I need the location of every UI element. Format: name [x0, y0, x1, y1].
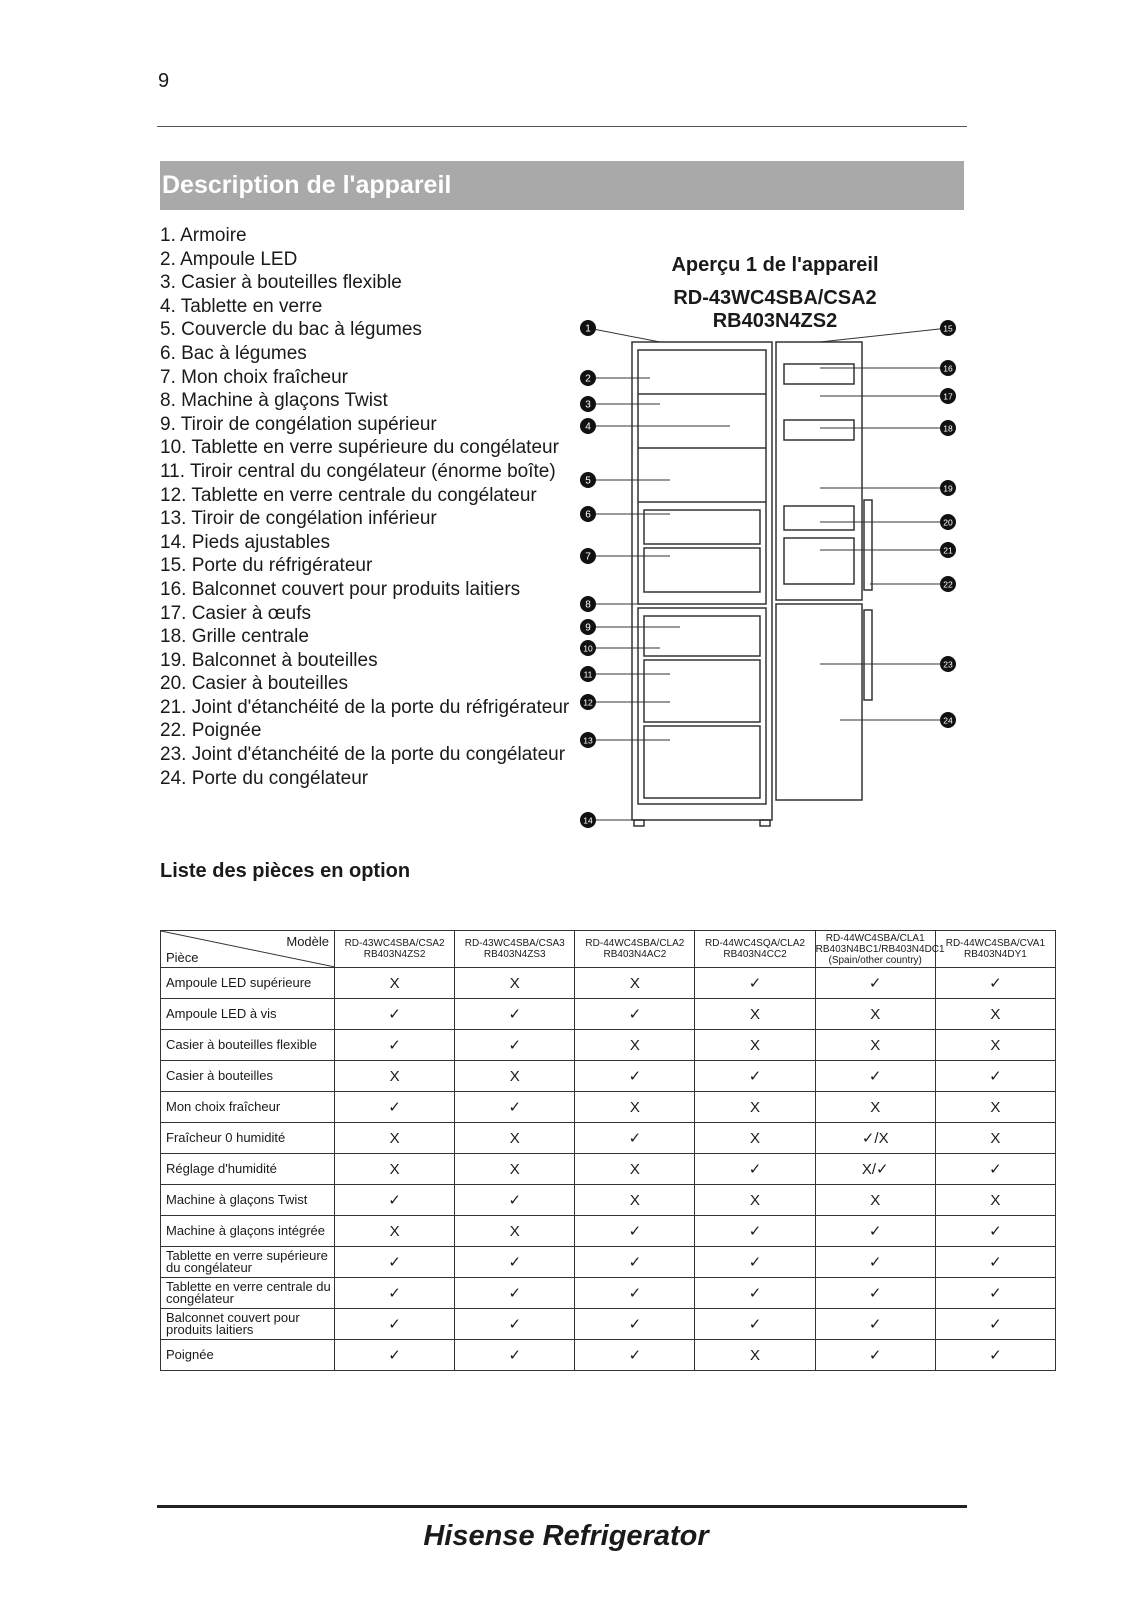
part-name-cell: Casier à bouteilles flexible	[161, 1030, 335, 1061]
callout-9	[580, 619, 680, 635]
page-number: 9	[158, 70, 170, 92]
availability-cell: ✓	[815, 1061, 935, 1092]
part-name-cell: Tablette en verre supérieure du congélateur	[161, 1247, 335, 1278]
callout-18	[820, 420, 956, 436]
section-title: Description de l'appareil	[160, 161, 964, 210]
parts-list-item: 23. Joint d'étanchéité de la porte du congélateur	[160, 744, 566, 766]
availability-cell: ✓	[935, 1340, 1055, 1371]
availability-cell: ✓	[815, 1278, 935, 1309]
availability-cell: X	[815, 1185, 935, 1216]
availability-cell: ✓	[935, 1154, 1055, 1185]
model-header: RD-43WC4SBA/CSA3 RB403N4ZS3	[455, 931, 575, 968]
availability-cell: ✓	[815, 968, 935, 999]
availability-cell: X/✓	[815, 1154, 935, 1185]
table-row	[161, 1216, 1056, 1247]
availability-cell: X	[335, 1216, 455, 1247]
parts-list-item: 7. Mon choix fraîcheur	[160, 366, 348, 388]
parts-list-item: 12. Tablette en verre centrale du congélateur	[160, 484, 537, 506]
parts-list-item: 9. Tiroir de congélation supérieur	[160, 413, 437, 435]
table-body	[161, 968, 1056, 1371]
availability-cell: X	[575, 1092, 695, 1123]
availability-cell: ✓	[575, 999, 695, 1030]
availability-cell: X	[575, 1154, 695, 1185]
model-header: RD-44WC4SBA/CVA1 RB403N4DY1	[935, 931, 1055, 968]
callout-number: 20	[943, 517, 953, 528]
availability-cell: ✓	[575, 1123, 695, 1154]
cabinet	[632, 342, 772, 820]
parts-list-item: 24. Porte du congélateur	[160, 767, 369, 789]
availability-cell: X	[335, 1123, 455, 1154]
parts-list-item: 18. Grille centrale	[160, 626, 309, 648]
parts-list-item: 3. Casier à bouteilles flexible	[160, 272, 402, 294]
availability-cell: X	[695, 1030, 815, 1061]
availability-cell: ✓	[815, 1309, 935, 1340]
callout-22	[870, 576, 956, 592]
callout-leader	[588, 328, 660, 342]
callout-17	[820, 388, 956, 404]
availability-cell: X	[455, 1216, 575, 1247]
availability-cell: ✓	[455, 999, 575, 1030]
availability-cell: X	[575, 968, 695, 999]
handle-upper	[864, 500, 872, 590]
callout-11	[580, 666, 670, 682]
callout-6	[580, 506, 670, 522]
parts-list-item: 10. Tablette en verre supérieure du congélateur	[160, 437, 559, 459]
availability-cell: ✓/X	[815, 1123, 935, 1154]
callout-number: 13	[583, 735, 593, 746]
part-name-cell: Balconnet couvert pour produits laitiers	[161, 1309, 335, 1340]
callout-number: 6	[585, 509, 591, 521]
table-row	[161, 999, 1056, 1030]
parts-list-item: 15. Porte du réfrigérateur	[160, 555, 373, 577]
availability-cell: X	[815, 1030, 935, 1061]
availability-cell: ✓	[935, 1061, 1055, 1092]
callout-number: 10	[583, 643, 593, 654]
availability-cell: ✓	[455, 1185, 575, 1216]
parts-list-item: 11. Tiroir central du congélateur (énorme boîte)	[160, 460, 556, 482]
availability-cell: ✓	[335, 1185, 455, 1216]
callout-number: 3	[585, 399, 591, 411]
availability-cell: ✓	[335, 1092, 455, 1123]
part-name-cell: Réglage d'humidité	[161, 1154, 335, 1185]
availability-cell: X	[455, 1154, 575, 1185]
availability-cell: ✓	[695, 968, 815, 999]
parts-list-item: 1. Armoire	[160, 225, 247, 246]
callout-layer	[580, 320, 956, 828]
callout-15	[820, 320, 956, 342]
availability-cell: ✓	[455, 1278, 575, 1309]
parts-list-item: 2. Ampoule LED	[160, 248, 298, 270]
freezer-drawer-bottom	[644, 726, 760, 798]
availability-cell: ✓	[335, 999, 455, 1030]
table-row	[161, 1247, 1056, 1278]
callout-number: 1	[585, 323, 591, 335]
availability-cell: ✓	[695, 1061, 815, 1092]
parts-list-item: 22. Poignée	[160, 720, 262, 742]
availability-cell: X	[335, 1061, 455, 1092]
callout-number: 7	[585, 551, 591, 563]
callout-number: 23	[943, 659, 953, 670]
callout-number: 11	[583, 669, 593, 680]
availability-cell: X	[815, 1092, 935, 1123]
fridge-diagram	[580, 320, 980, 840]
callout-number: 5	[585, 475, 591, 487]
callout-4	[580, 418, 730, 434]
callout-number: 12	[583, 697, 593, 708]
diagram-model-line1: RD-43WC4SBA/CSA2	[673, 287, 877, 309]
door-balcony	[784, 364, 854, 384]
availability-cell: ✓	[335, 1247, 455, 1278]
model-header: RD-44WC4SBA/CLA1 RB403N4BC1/RB403N4DC1 (Spain/other country)	[815, 932, 945, 966]
part-name-cell: Fraîcheur 0 humidité	[161, 1123, 335, 1154]
parts-list	[160, 224, 569, 790]
availability-cell: ✓	[455, 1092, 575, 1123]
model-header: RD-44WC4SBA/CLA2 RB403N4AC2	[575, 931, 695, 968]
availability-cell: ✓	[815, 1340, 935, 1371]
availability-cell: X	[935, 1123, 1055, 1154]
availability-cell: X	[335, 968, 455, 999]
parts-list-item: 5. Couvercle du bac à légumes	[160, 319, 422, 341]
top-divider	[157, 126, 967, 127]
callout-10	[580, 640, 660, 656]
callout-number: 9	[585, 622, 591, 634]
availability-cell: ✓	[935, 1278, 1055, 1309]
part-name-cell: Tablette en verre centrale du congélateur	[161, 1278, 335, 1309]
table-row	[161, 1154, 1056, 1185]
availability-cell: X	[335, 1154, 455, 1185]
callout-number: 15	[943, 323, 953, 334]
availability-cell: ✓	[455, 1247, 575, 1278]
availability-cell: ✓	[695, 1309, 815, 1340]
parts-list-item: 13. Tiroir de congélation inférieur	[160, 508, 437, 530]
parts-list-item: 6. Bac à légumes	[160, 342, 307, 364]
callout-number: 17	[943, 391, 953, 402]
availability-cell: ✓	[695, 1154, 815, 1185]
availability-cell: X	[935, 1092, 1055, 1123]
availability-cell: ✓	[815, 1247, 935, 1278]
table-row	[161, 1340, 1056, 1371]
freezer-door	[776, 604, 862, 800]
availability-cell: ✓	[335, 1278, 455, 1309]
freezer-drawer-middle	[644, 660, 760, 722]
callout-24	[840, 712, 956, 728]
availability-cell: X	[695, 1185, 815, 1216]
table-row	[161, 1185, 1056, 1216]
table-row	[161, 1030, 1056, 1061]
availability-cell: X	[695, 1092, 815, 1123]
bottom-divider	[157, 1505, 967, 1508]
availability-cell: ✓	[815, 1216, 935, 1247]
availability-cell: X	[815, 999, 935, 1030]
part-name-cell: Machine à glaçons Twist	[161, 1185, 335, 1216]
fresh-zone-drawer	[644, 548, 760, 592]
table-header-row	[161, 931, 1056, 968]
table-row	[161, 1092, 1056, 1123]
parts-list-item: 20. Casier à bouteilles	[160, 673, 348, 695]
availability-cell: ✓	[935, 968, 1055, 999]
parts-list-item: 16. Balconnet couvert pour produits laitiers	[160, 578, 521, 600]
parts-list-item: 21. Joint d'étanchéité de la porte du réfrigérateur	[160, 696, 570, 718]
handle-lower	[864, 610, 872, 700]
callout-number: 14	[583, 815, 593, 826]
callout-number: 21	[943, 545, 953, 556]
diagram-title: Aperçu 1 de l'appareil	[671, 254, 879, 276]
corner-piece-label: Pièce	[166, 950, 199, 965]
availability-cell: ✓	[935, 1247, 1055, 1278]
availability-cell: ✓	[695, 1278, 815, 1309]
availability-cell: ✓	[335, 1309, 455, 1340]
callout-3	[580, 396, 660, 412]
freezer-drawer-top	[644, 616, 760, 656]
model-header: RD-44WC4SQA/CLA2 RB403N4CC2	[695, 931, 815, 968]
availability-cell: ✓	[575, 1216, 695, 1247]
fridge-door	[776, 342, 862, 600]
fridge-compartment	[638, 350, 766, 604]
availability-cell: ✓	[575, 1247, 695, 1278]
callout-1	[580, 320, 660, 342]
door-balcony	[784, 538, 854, 584]
availability-cell: ✓	[575, 1340, 695, 1371]
table-row	[161, 1278, 1056, 1309]
availability-cell: ✓	[575, 1278, 695, 1309]
part-name-cell: Casier à bouteilles	[161, 1061, 335, 1092]
callout-21	[820, 542, 956, 558]
availability-cell: X	[455, 1061, 575, 1092]
footer-brand: Hisense Refrigerator	[423, 1520, 709, 1552]
availability-cell: ✓	[695, 1247, 815, 1278]
callout-14	[580, 812, 640, 828]
freezer-compartment	[638, 608, 766, 804]
availability-cell: X	[575, 1030, 695, 1061]
table-row	[161, 1061, 1056, 1092]
part-name-cell: Ampoule LED à vis	[161, 999, 335, 1030]
model-header: RD-43WC4SBA/CSA2 RB403N4ZS2	[335, 931, 455, 968]
availability-cell: X	[695, 999, 815, 1030]
availability-cell: X	[455, 1123, 575, 1154]
callout-number: 4	[585, 421, 591, 433]
callout-8	[580, 596, 670, 612]
callout-number: 19	[943, 483, 953, 494]
table-corner-cell	[161, 931, 335, 968]
corner-model-label: Modèle	[286, 934, 329, 949]
part-name-cell: Poignée	[161, 1340, 335, 1371]
callout-number: 24	[943, 715, 953, 726]
availability-cell: X	[695, 1340, 815, 1371]
parts-list-item: 17. Casier à œufs	[160, 602, 311, 624]
callout-number: 22	[943, 579, 953, 590]
callout-leader	[820, 328, 948, 342]
availability-cell: X	[935, 999, 1055, 1030]
availability-cell: ✓	[575, 1061, 695, 1092]
door-balcony	[784, 506, 854, 530]
crisper-drawer	[644, 510, 760, 544]
availability-cell: X	[575, 1185, 695, 1216]
optional-parts-title: Liste des pièces en option	[160, 860, 411, 882]
callout-2	[580, 370, 650, 386]
availability-cell: ✓	[455, 1030, 575, 1061]
availability-cell: ✓	[335, 1340, 455, 1371]
table-row	[161, 1309, 1056, 1340]
availability-cell: ✓	[935, 1309, 1055, 1340]
availability-cell: ✓	[455, 1309, 575, 1340]
callout-16	[820, 360, 956, 376]
foot-right	[760, 820, 770, 826]
foot-left	[634, 820, 644, 826]
availability-cell: ✓	[455, 1340, 575, 1371]
callout-19	[820, 480, 956, 496]
part-name-cell: Mon choix fraîcheur	[161, 1092, 335, 1123]
callout-13	[580, 732, 670, 748]
parts-list-item: 8. Machine à glaçons Twist	[160, 390, 388, 412]
availability-cell: ✓	[695, 1216, 815, 1247]
availability-cell: ✓	[575, 1309, 695, 1340]
availability-cell: X	[695, 1123, 815, 1154]
diagram-model-line2: RB403N4ZS2	[712, 310, 838, 332]
callout-number: 18	[943, 423, 953, 434]
availability-cell: ✓	[335, 1030, 455, 1061]
availability-cell: ✓	[935, 1216, 1055, 1247]
callout-23	[820, 656, 956, 672]
callout-20	[820, 514, 956, 530]
availability-cell: X	[935, 1185, 1055, 1216]
door-balcony	[784, 420, 854, 440]
part-name-cell: Machine à glaçons intégrée	[161, 1216, 335, 1247]
parts-list-item: 19. Balconnet à bouteilles	[160, 649, 378, 671]
callout-12	[580, 694, 670, 710]
table-row	[161, 968, 1056, 999]
parts-list-item: 4. Tablette en verre	[160, 295, 323, 317]
part-name-cell: Ampoule LED supérieure	[161, 968, 335, 999]
callout-number: 8	[585, 599, 591, 611]
callout-7	[580, 548, 670, 564]
optional-parts-table	[160, 930, 1056, 1371]
parts-list-item: 14. Pieds ajustables	[160, 531, 331, 553]
availability-cell: X	[935, 1030, 1055, 1061]
callout-5	[580, 472, 670, 488]
availability-cell: X	[455, 968, 575, 999]
callout-number: 2	[585, 373, 591, 385]
callout-number: 16	[943, 363, 953, 374]
table-row	[161, 1123, 1056, 1154]
